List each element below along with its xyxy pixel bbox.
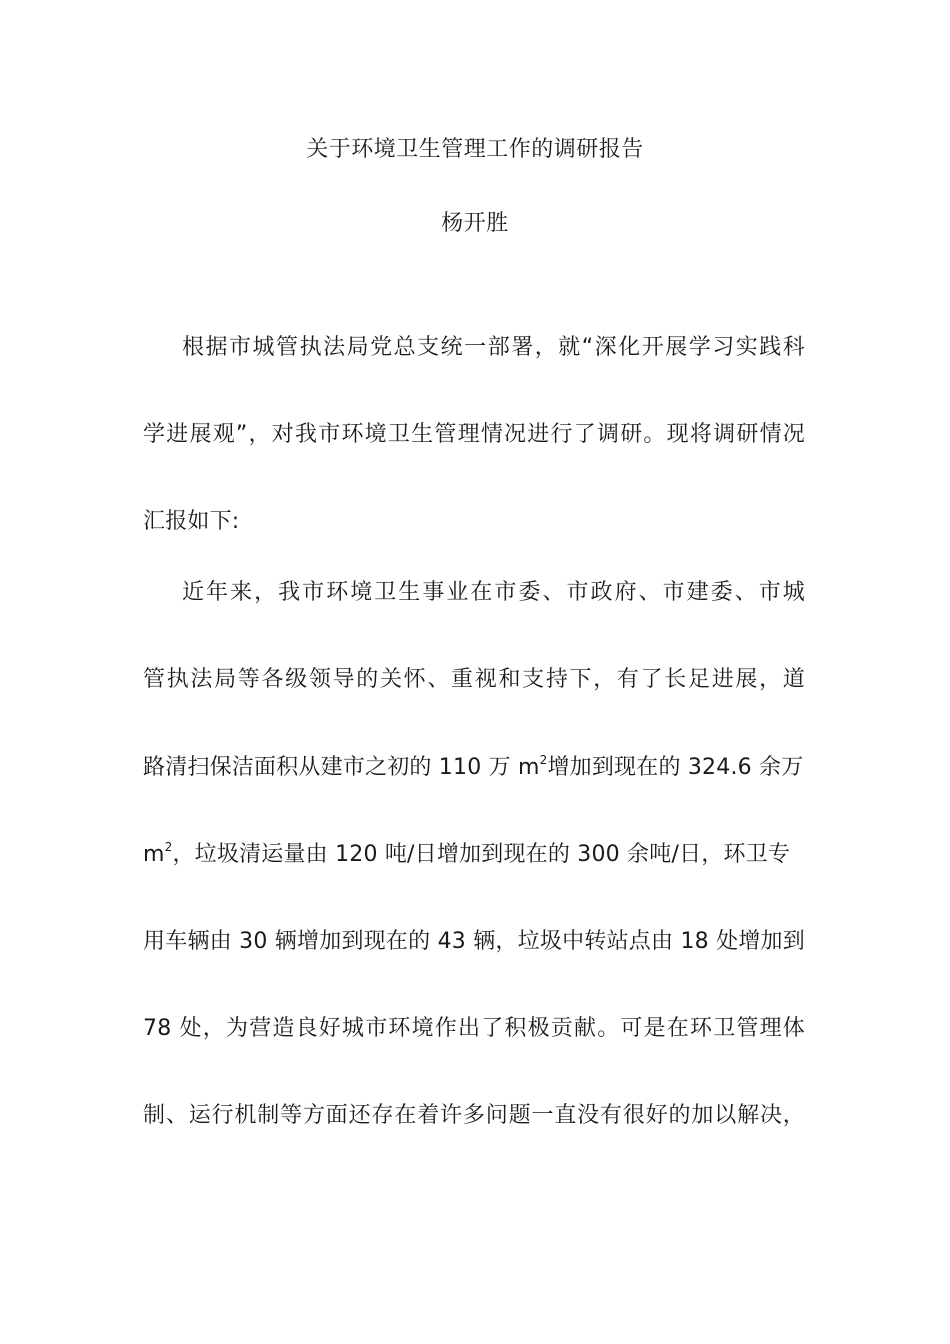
line-4-text-b: ，垃圾清运量由 120 吨/日增加到现在的 300 余吨/日，环卫专 [172,842,791,867]
line-4-text-a: m [143,842,165,867]
document-title: 关于环境卫生管理工作的调研报告 [306,137,644,162]
paragraph-1-line-2: 学进展观”，对我市环境卫生管理情况进行了调研。现将调研情况 [143,422,805,447]
line-3-text-b: 增加到现在的 324.6 余万 [547,755,804,780]
paragraph-2-line-2: 管执法局等各级领导的关怀、重视和支持下，有了长足进展，道 [143,667,805,692]
paragraph-1-line-1: 根据市城管执法局党总支统一部署，就“深化开展学习实践科 [182,335,805,360]
superscript-2: 2 [539,753,548,767]
superscript-2: 2 [164,840,173,854]
paragraph-2-line-6: 78 处，为营造良好城市环境作出了积极贡献。可是在环卫管理体 [143,1016,805,1041]
line-3-text-a: 路清扫保洁面积从建市之初的 110 万 m [143,755,540,780]
paragraph-2-line-4 [143,838,805,872]
paragraph-2-line-7: 制、运行机制等方面还存在着许多问题一直没有很好的加以解决， [143,1103,805,1128]
paragraph-2-line-3 [143,751,805,785]
paragraph-2-line-1: 近年来，我市环境卫生事业在市委、市政府、市建委、市城 [182,580,805,605]
paragraph-1-line-3: 汇报如下: [143,509,240,534]
document-author: 杨开胜 [441,211,509,236]
paragraph-2-line-5: 用车辆由 30 辆增加到现在的 43 辆，垃圾中转站点由 18 处增加到 [143,929,805,954]
